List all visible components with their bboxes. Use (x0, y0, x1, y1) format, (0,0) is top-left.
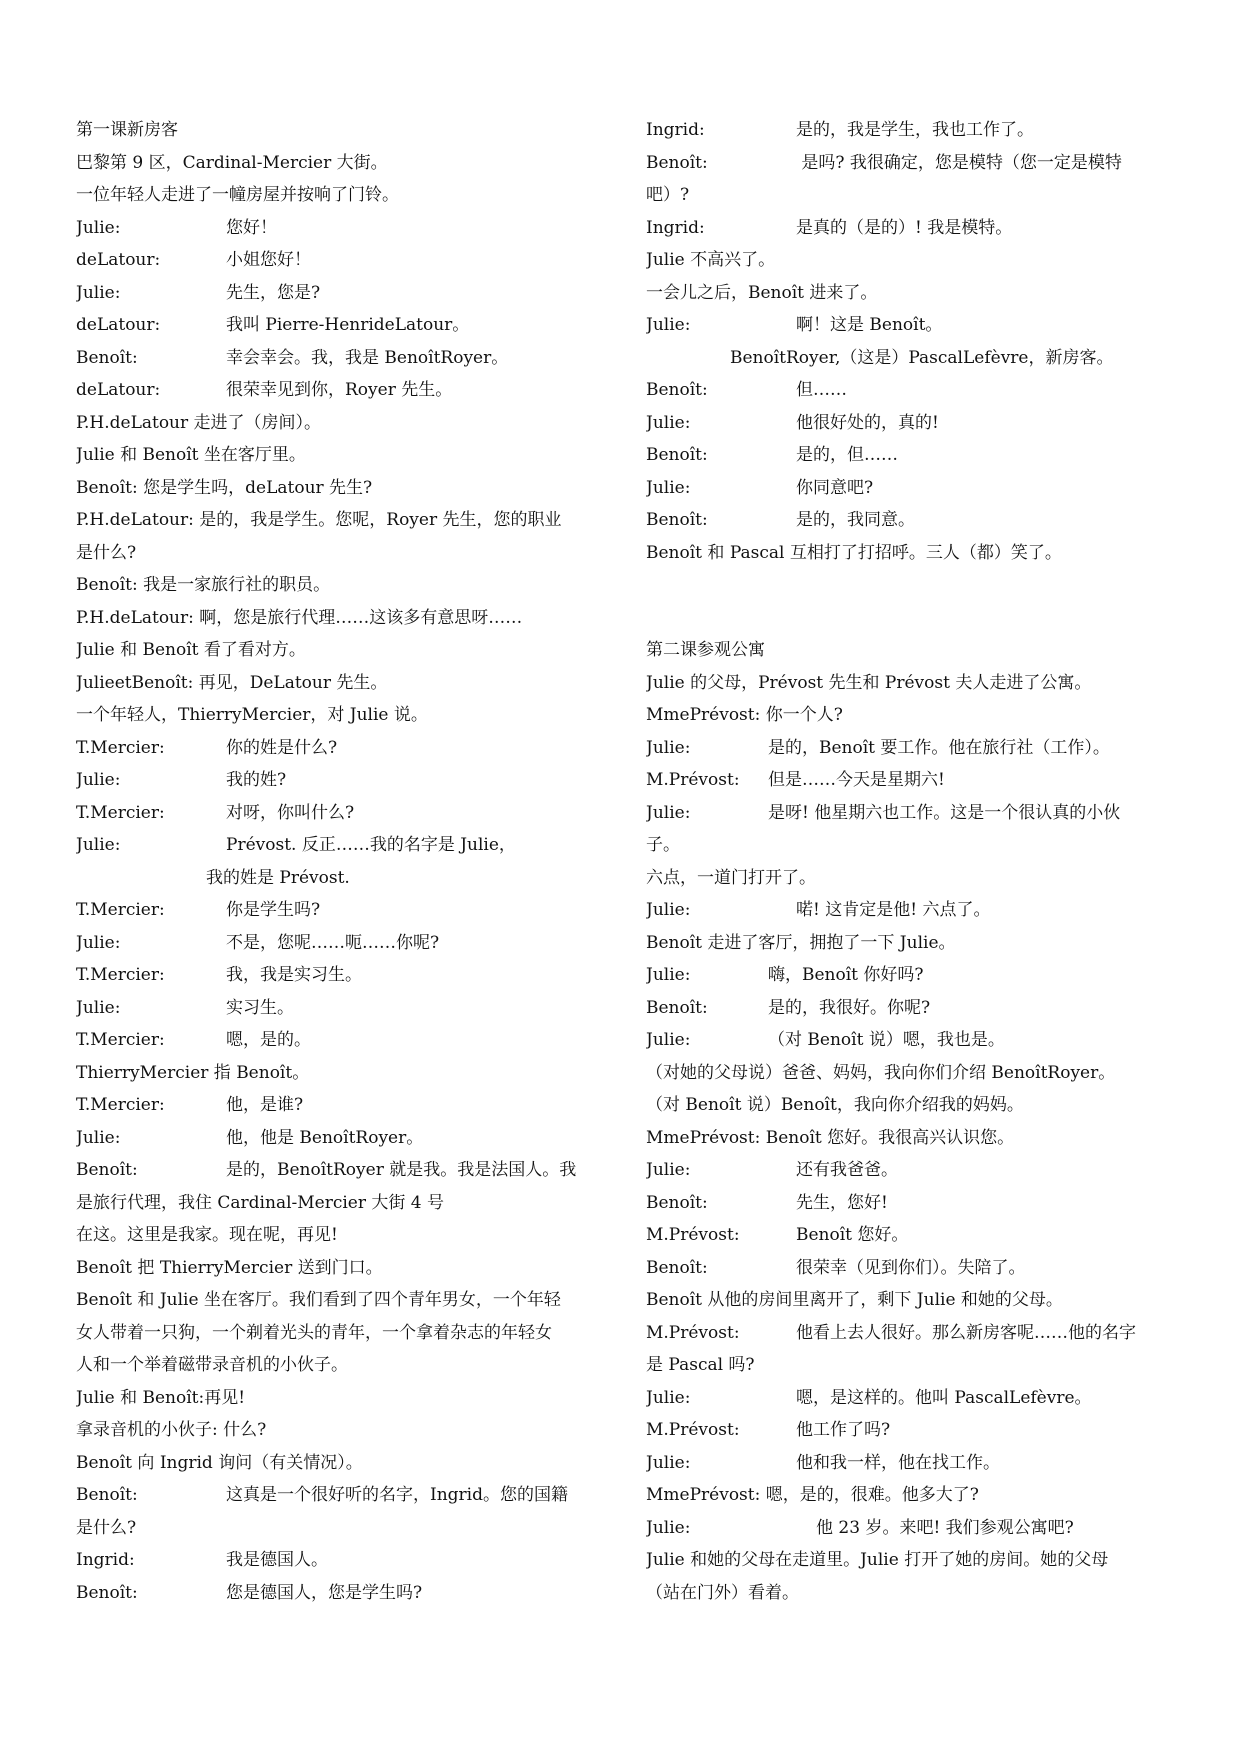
speaker-label: Ingrid: (76, 1550, 135, 1570)
blank-line (646, 569, 1186, 602)
speaker-label: Ingrid: (646, 120, 705, 140)
speaker-label: Julie: (646, 1452, 691, 1473)
speaker-label: Julie: (76, 997, 121, 1018)
text-line (646, 1284, 1186, 1317)
line-text: Julie 的父母，Prévost 先生和 Prévost 夫人走进了公寓。 (646, 672, 1092, 693)
text-line (646, 114, 1186, 147)
line-text: 还有我爸爸。 (796, 1160, 898, 1180)
text-line (646, 1512, 1186, 1545)
speaker-label: T.Mercier: (76, 1095, 165, 1115)
text-line (76, 147, 606, 180)
text-line (646, 1024, 1186, 1057)
speaker-label: deLatour: (76, 250, 161, 270)
speaker-label: T.Mercier: (76, 802, 165, 823)
text-line (76, 1122, 606, 1155)
speaker-label: Benoît: (646, 445, 708, 465)
text-line (76, 1252, 606, 1285)
line-text: 是的，我是学生，我也工作了。 (796, 120, 1034, 140)
text-line (646, 472, 1186, 505)
text-line (76, 1577, 606, 1610)
line-text: 是的，但…… (796, 445, 898, 465)
text-line (76, 1317, 606, 1350)
text-line (646, 829, 1186, 862)
text-line (646, 277, 1186, 310)
line-text: Julie 和 Benoît 看了看对方。 (76, 640, 306, 660)
text-line (646, 147, 1186, 180)
line-text: 第二课参观公寓 (646, 640, 765, 660)
line-text: ThierryMercier 指 Benoît。 (76, 1062, 310, 1083)
line-text: Julie 和她的父母在走道里。Julie 打开了她的房间。她的父母 (646, 1550, 1109, 1570)
line-text: 是什么? (76, 542, 137, 563)
text-line (646, 959, 1186, 992)
text-line (646, 1252, 1186, 1285)
line-text: 我，我是实习生。 (226, 965, 362, 985)
line-text: 一会儿之后，Benoît 进来了。 (646, 282, 878, 303)
text-line (646, 1122, 1186, 1155)
text-line (76, 959, 606, 992)
text-line (646, 699, 1186, 732)
text-line (646, 667, 1186, 700)
text-line (76, 537, 606, 570)
text-line (76, 212, 606, 245)
text-line (646, 537, 1186, 570)
line-text: 你同意吧? (796, 477, 874, 498)
text-line (76, 667, 606, 700)
line-text: 我叫 Pierre-HenrideLatour。 (226, 315, 470, 335)
speaker-label: Benoît: (76, 1582, 138, 1603)
line-text: Benoît 和 Pascal 互相打了打招呼。三人（都）笑了。 (646, 542, 1062, 563)
line-text: 啊！这是 Benoît。 (796, 315, 943, 335)
text-line (646, 1057, 1186, 1090)
line-text: 女人带着一只狗，一个剃着光头的青年，一个拿着杂志的年轻女 (76, 1322, 552, 1343)
text-line (76, 1154, 606, 1187)
line-text: 幸会幸会。我，我是 BenoîtRoyer。 (226, 347, 509, 368)
speaker-label: M.Prévost: (646, 770, 740, 790)
speaker-label: M.Prévost: (646, 1322, 740, 1343)
speaker-label: deLatour: (76, 380, 161, 400)
text-line (646, 1382, 1186, 1415)
text-line (646, 244, 1186, 277)
line-text: 不是，您呢……呃……你呢? (226, 932, 440, 953)
speaker-label: M.Prévost: (646, 1420, 740, 1440)
speaker-label: Julie: (76, 770, 121, 790)
speaker-label: Julie: (646, 1030, 691, 1050)
speaker-label: Benoît: (76, 1485, 138, 1505)
text-line (76, 732, 606, 765)
line-text: P.H.deLatour: 是的，我是学生。您呢，Royer 先生，您的职业 (76, 510, 562, 530)
text-line (646, 342, 1186, 375)
line-text: 他工作了吗? (796, 1420, 891, 1440)
line-text: （对 Benoît 说）嗯，我也是。 (768, 1030, 1005, 1050)
text-line (76, 1382, 606, 1415)
text-line (646, 732, 1186, 765)
text-line (646, 1447, 1186, 1480)
text-line (76, 699, 606, 732)
speaker-label: Julie: (646, 1160, 691, 1180)
speaker-label: T.Mercier: (76, 965, 165, 985)
line-text: Benoît: 您是学生吗，deLatour 先生? (76, 477, 373, 498)
text-line (646, 634, 1186, 667)
line-text: 对呀，你叫什么? (226, 802, 355, 823)
speaker-label: Julie: (646, 1517, 691, 1538)
text-line (646, 1089, 1186, 1122)
line-text: MmePrévost: 嗯，是的，很难。他多大了? (646, 1485, 979, 1505)
line-text: 我的姓? (226, 770, 287, 790)
line-text: Benoît: 我是一家旅行社的职员。 (76, 575, 331, 595)
text-line (76, 829, 606, 862)
text-line (76, 1512, 606, 1545)
speaker-label: Julie: (646, 315, 691, 335)
line-text: 你是学生吗? (226, 900, 321, 920)
text-line (646, 862, 1186, 895)
line-text: 您好！ (226, 217, 277, 238)
line-text: BenoîtRoyer,（这是）PascalLefèvre，新房客。 (730, 347, 1114, 368)
text-line (646, 1187, 1186, 1220)
text-line (646, 1479, 1186, 1512)
line-text: 他和我一样，他在找工作。 (796, 1452, 1000, 1473)
speaker-label: Benoît: (646, 1257, 708, 1278)
speaker-label: deLatour: (76, 315, 161, 335)
line-text: Benoît 从他的房间里离开了，剩下 Julie 和她的父母。 (646, 1290, 1063, 1310)
line-text: 人和一个举着磁带录音机的小伙子。 (76, 1355, 348, 1375)
line-text: 是 Pascal 吗? (646, 1355, 755, 1375)
text-line (646, 894, 1186, 927)
text-line (646, 309, 1186, 342)
line-text: 是吗? 我很确定，您是模特（您一定是模特 (796, 152, 1122, 173)
line-text: 他 23 岁。来吧! 我们参观公寓吧? (816, 1517, 1074, 1538)
speaker-label: Benoît: (646, 1192, 708, 1213)
line-text: 一个年轻人，ThierryMercier，对 Julie 说。 (76, 705, 428, 725)
line-text: 他看上去人很好。那么新房客呢……他的名字 (796, 1322, 1136, 1343)
speaker-label: T.Mercier: (76, 900, 165, 920)
line-text: Benoît 向 Ingrid 询问（有关情况）。 (76, 1452, 363, 1473)
text-line (76, 894, 606, 927)
speaker-label: Benoît: (646, 152, 708, 173)
line-text: 我的姓是 Prévost. (206, 867, 350, 888)
line-text: 第一课新房客 (76, 120, 178, 140)
line-text: Julie 和 Benoît:再见! (76, 1387, 246, 1408)
line-text: 拿录音机的小伙子: 什么? (76, 1420, 267, 1440)
speaker-label: Julie: (646, 965, 691, 985)
text-line (76, 342, 606, 375)
line-text: 嗯，是的。 (226, 1030, 311, 1050)
speaker-label: Benoît: (646, 380, 708, 400)
line-text: 他很好处的，真的! (796, 412, 939, 433)
left-column (76, 114, 606, 1609)
line-text: JulieetBenoît: 再见，DeLatour 先生。 (76, 672, 388, 693)
speaker-label: Julie: (76, 835, 121, 855)
text-line (76, 862, 606, 895)
right-column (646, 114, 1186, 1609)
text-line (76, 1479, 606, 1512)
line-text: 先生，您好! (796, 1192, 888, 1213)
speaker-label: Julie: (76, 282, 121, 303)
text-line (76, 1024, 606, 1057)
blank-line (646, 602, 1186, 635)
text-line (76, 277, 606, 310)
text-line (76, 1414, 606, 1447)
text-line (646, 927, 1186, 960)
speaker-label: Julie: (646, 1387, 691, 1408)
speaker-label: Julie: (646, 477, 691, 498)
text-line (646, 1414, 1186, 1447)
speaker-label: M.Prévost: (646, 1225, 740, 1245)
line-text: 子。 (646, 835, 680, 855)
line-text: 是真的（是的）! 我是模特。 (796, 217, 1013, 238)
text-line (646, 1544, 1186, 1577)
line-text: 嗯，是这样的。他叫 PascalLefèvre。 (796, 1387, 1092, 1408)
line-text: 先生，您是? (226, 282, 321, 303)
line-text: 您是德国人，您是学生吗? (226, 1582, 423, 1603)
line-text: Julie 不高兴了。 (646, 250, 776, 270)
text-line (76, 309, 606, 342)
line-text: 他，他是 BenoîtRoyer。 (226, 1127, 424, 1148)
speaker-label: T.Mercier: (76, 737, 165, 758)
text-line (76, 504, 606, 537)
line-text: 嗨，Benoît 你好吗? (768, 965, 924, 985)
line-text: 但是……今天是星期六! (768, 770, 945, 790)
line-text: Julie 和 Benoît 坐在客厅里。 (76, 445, 306, 465)
text-line (76, 114, 606, 147)
text-line (646, 439, 1186, 472)
line-text: 是什么? (76, 1517, 137, 1538)
line-text: 很荣幸（见到你们）。失陪了。 (796, 1257, 1026, 1278)
text-line (646, 1154, 1186, 1187)
text-line (646, 374, 1186, 407)
line-text: MmePrévost: 你一个人? (646, 705, 843, 725)
text-line (646, 992, 1186, 1025)
text-line (76, 374, 606, 407)
line-text: MmePrévost: Benoît 您好。我很高兴认识您。 (646, 1127, 1015, 1148)
text-line (76, 634, 606, 667)
line-text: 在这。这里是我家。现在呢，再见! (76, 1225, 338, 1245)
line-text: 小姐您好！ (226, 250, 311, 270)
line-text: 是的，BenoîtRoyer 就是我。我是法国人。我 (226, 1160, 577, 1180)
text-line (76, 1089, 606, 1122)
text-line (646, 1219, 1186, 1252)
line-text: 但…… (796, 380, 847, 400)
line-text: 是的，Benoît 要工作。他在旅行社（工作）。 (768, 737, 1110, 758)
line-text: Benoît 和 Julie 坐在客厅。我们看到了四个青年男女，一个年轻 (76, 1290, 561, 1310)
line-text: 是旅行代理，我住 Cardinal-Mercier 大街 4 号 (76, 1192, 445, 1213)
line-text: 是的，我同意。 (796, 510, 915, 530)
line-text: 他，是谁? (226, 1095, 304, 1115)
speaker-label: Julie: (646, 802, 691, 823)
line-text: 这真是一个很好听的名字，Ingrid。您的国籍 (226, 1485, 568, 1505)
line-text: Benoît 把 ThierryMercier 送到门口。 (76, 1257, 383, 1278)
speaker-label: Julie: (646, 737, 691, 758)
line-text: 是呀! 他星期六也工作。这是一个很认真的小伙 (768, 802, 1121, 823)
text-line (646, 764, 1186, 797)
text-line (76, 407, 606, 440)
text-line (76, 472, 606, 505)
speaker-label: Julie: (646, 900, 691, 920)
line-text: 吧）? (646, 185, 690, 205)
speaker-label: Ingrid: (646, 217, 705, 238)
line-text: Prévost. 反正……我的名字是 Julie， (226, 835, 516, 855)
text-line (76, 1544, 606, 1577)
line-text: 我是德国人。 (226, 1550, 328, 1570)
line-text: 巴黎第 9 区，Cardinal-Mercier 大街。 (76, 152, 388, 173)
text-line (76, 764, 606, 797)
speaker-label: Julie: (76, 217, 121, 238)
line-text: （站在门外）看着。 (646, 1582, 799, 1603)
speaker-label: Benoît: (76, 347, 138, 368)
line-text: 喏! 这肯定是他! 六点了。 (796, 900, 991, 920)
text-line (76, 927, 606, 960)
text-line (646, 797, 1186, 830)
text-line (646, 1317, 1186, 1350)
text-line (646, 407, 1186, 440)
text-line (646, 212, 1186, 245)
text-line (76, 992, 606, 1025)
line-text: （对 Benoît 说）Benoît，我向你介绍我的妈妈。 (646, 1095, 1024, 1115)
line-text: 六点，一道门打开了。 (646, 867, 816, 888)
text-line (76, 797, 606, 830)
line-text: P.H.deLatour 走进了（房间）。 (76, 412, 322, 433)
text-line (646, 1577, 1186, 1610)
speaker-label: Julie: (76, 932, 121, 953)
text-line (76, 179, 606, 212)
text-line (76, 244, 606, 277)
text-line (76, 1349, 606, 1382)
speaker-label: Julie: (646, 412, 691, 433)
line-text: Benoît 走进了客厅，拥抱了一下 Julie。 (646, 932, 956, 953)
line-text: P.H.deLatour: 啊，您是旅行代理……这该多有意思呀…… (76, 607, 523, 628)
line-text: Benoît 您好。 (796, 1225, 909, 1245)
line-text: 一位年轻人走进了一幢房屋并按响了门铃。 (76, 185, 399, 205)
speaker-label: Benoît: (646, 510, 708, 530)
speaker-label: Julie: (76, 1127, 121, 1148)
speaker-label: T.Mercier: (76, 1030, 165, 1050)
text-line (76, 602, 606, 635)
text-line (76, 1284, 606, 1317)
line-text: 实习生。 (226, 997, 294, 1018)
text-line (76, 569, 606, 602)
text-line (76, 1187, 606, 1220)
text-line (646, 504, 1186, 537)
text-line (646, 1349, 1186, 1382)
text-line (76, 1219, 606, 1252)
line-text: 你的姓是什么? (226, 737, 338, 758)
text-line (76, 439, 606, 472)
speaker-label: Benoît: (76, 1160, 138, 1180)
text-line (76, 1057, 606, 1090)
line-text: 很荣幸见到你，Royer 先生。 (226, 380, 453, 400)
text-line (76, 1447, 606, 1480)
line-text: 是的，我很好。你呢? (768, 997, 931, 1018)
speaker-label: Benoît: (646, 997, 708, 1018)
text-line (646, 179, 1186, 212)
line-text: （对她的父母说）爸爸、妈妈，我向你们介绍 BenoîtRoyer。 (646, 1062, 1116, 1083)
